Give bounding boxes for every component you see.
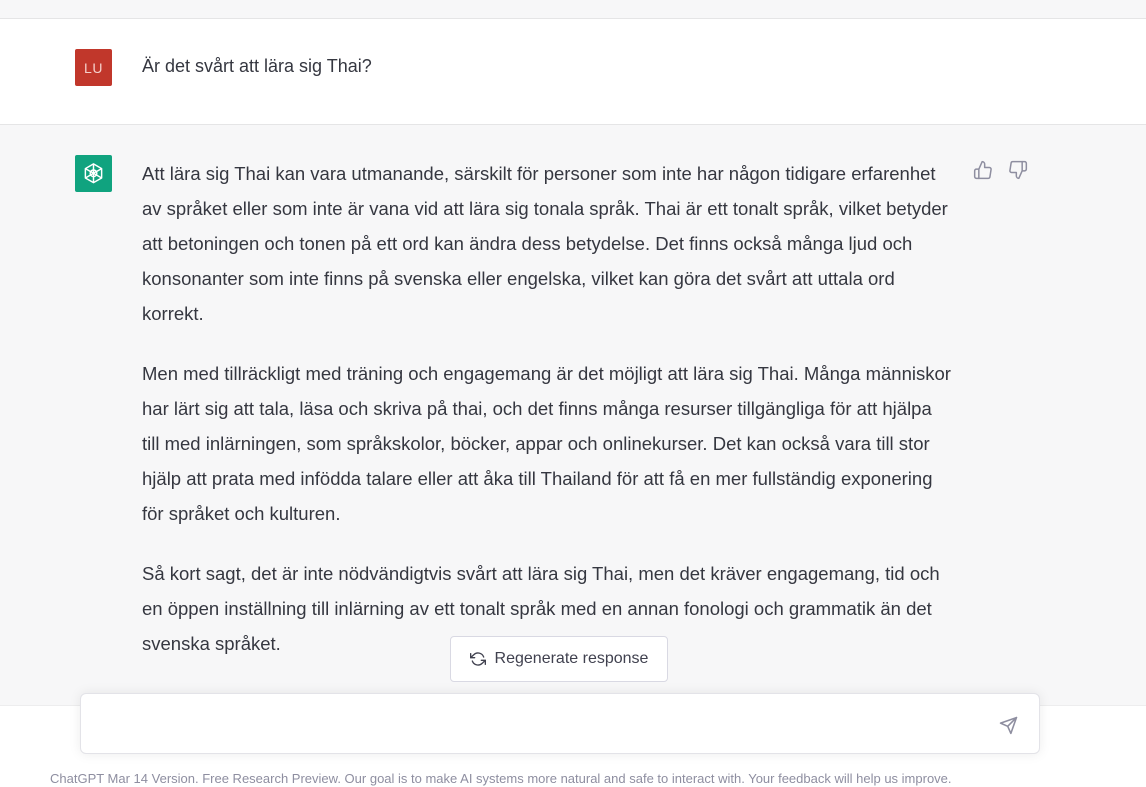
message-composer xyxy=(80,693,1040,754)
message-input[interactable] xyxy=(97,712,981,738)
openai-logo-icon xyxy=(75,155,112,192)
thumbs-up-icon[interactable] xyxy=(972,159,994,181)
answer-paragraph-2: Men med tillräckligt med träning och engagemang är det möjligt att lära sig Thai. Många människor har lärt sig att tala, läsa och skriva på thai, och det finns många resurser tillgängliga för att hjälpa till med inlärningen, som språkskolor, böcker, appar och onlinekurser. Det kan också vara till stor hjälp att prata med infödda talare eller att åka till Thailand för att få en mer fullständig exponering för språket och kulturen. xyxy=(142,363,951,524)
top-strip xyxy=(0,0,1146,19)
footer-disclaimer: ChatGPT Mar 14 Version. Free Research Preview. Our goal is to make AI systems more natural and safe to interact with. Your feedback will help us improve. xyxy=(50,771,952,786)
assistant-message-row xyxy=(0,125,1146,705)
user-avatar xyxy=(75,49,112,86)
assistant-message-text xyxy=(142,156,952,686)
user-message-text: Är det svårt att lära sig Thai? xyxy=(142,56,372,76)
send-icon[interactable] xyxy=(996,713,1020,737)
thumbs-down-icon[interactable] xyxy=(1007,159,1029,181)
answer-paragraph-3: Så kort sagt, det är inte nödvändigtvis svårt att lära sig Thai, men det kräver engagemang, tid och en öppen inställning till inlärning av ett tonalt språk med en annan fonologi och grammatik än det svenska språket. xyxy=(142,563,940,654)
user-message-row xyxy=(0,19,1146,125)
regenerate-response-label: Regenerate response xyxy=(494,650,649,667)
user-avatar-initials: LU xyxy=(84,59,103,76)
refresh-icon xyxy=(470,651,486,667)
answer-paragraph-1: Att lära sig Thai kan vara utmanande, särskilt för personer som inte har någon tidigare erfarenhet av språket eller som inte är vana vid att lära sig tonala språk. Thai är ett tonalt språk, vilket betyder att betoningen och tonen på ett ord kan ändra dess betydelse. Det finns också många ljud och konsonanter som inte finns på svenska eller engelska, vilket kan göra det svårt att uttala ord korrekt. xyxy=(142,163,948,324)
regenerate-response-button[interactable] xyxy=(450,636,668,682)
